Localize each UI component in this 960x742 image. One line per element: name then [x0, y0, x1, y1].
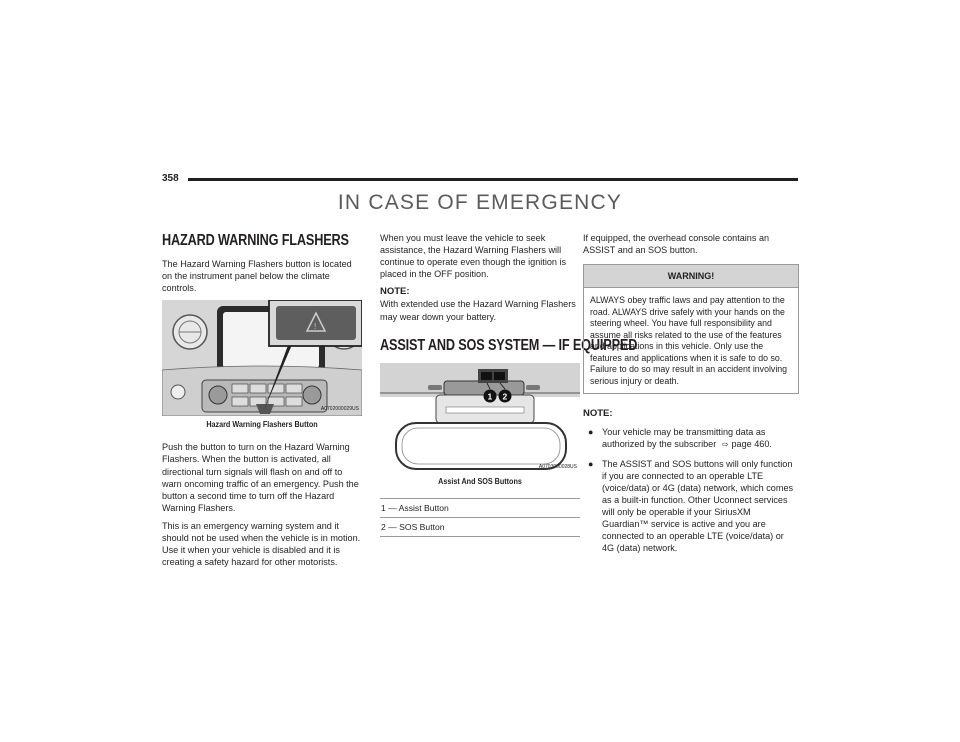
figure-caption: Hazard Warning Flashers Button	[206, 420, 318, 430]
legend-table	[380, 498, 580, 537]
legend-assist: 1 — Assist Button	[380, 498, 580, 517]
note-text: The ASSIST and SOS buttons will only function if you are connected to an operable LTE (voice/data) or 4G (data) network, which comes as a built-in function. Other Uconnect services will only be operable if your SiriusXM Guardian™ service is active and you are connected to an operable LTE (voice/data) or 4G (data) network.	[602, 458, 794, 554]
note-label: NOTE:	[583, 408, 613, 420]
column-warning-notes	[583, 232, 798, 560]
hazard-figure	[162, 300, 362, 416]
callout-2-label: 2	[502, 391, 508, 402]
note-label: NOTE:	[380, 286, 410, 298]
svg-text:!: !	[314, 322, 317, 332]
note-text: Your vehicle may be transmitting data as authorized by the subscriber	[602, 427, 766, 450]
assist-figure	[380, 363, 580, 473]
table-row	[380, 498, 580, 517]
list-item	[583, 426, 798, 451]
bullet-icon: ●	[588, 458, 594, 469]
section-heading-hazard: HAZARD WARNING FLASHERS	[162, 232, 349, 249]
column-assist-sos	[380, 232, 638, 537]
overhead-console-illustration	[380, 363, 580, 473]
header-rule	[188, 178, 798, 181]
battery-note: With extended use the Hazard Warning Flashers may wear down your battery.	[380, 299, 576, 322]
warning-text: ALWAYS obey traffic laws and pay attention to the road. ALWAYS drive safely with your hands on the steering wheel. You have full responsibility and assume all risks related to the use of the features and applications in this vehicle. Only use the features and applications when it is safe to do so. Failure to do so may result in an accident involving serious injury or death.	[590, 295, 788, 386]
warning-box	[583, 264, 799, 394]
chapter-title: IN CASE OF EMERGENCY	[337, 191, 623, 214]
console-paragraph: If equipped, the overhead console contains an ASSIST and an SOS button.	[583, 233, 770, 256]
notes-list	[583, 426, 798, 554]
figure-code: A0703000028US	[538, 463, 577, 470]
hazard-ignition-paragraph: When you must leave the vehicle to seek assistance, the Hazard Warning Flashers will continue to operate even though the ignition is placed in the OFF position.	[380, 233, 567, 280]
column-hazard-flashers	[162, 232, 362, 574]
dashboard-illustration	[162, 300, 362, 416]
legend-sos: 2 — SOS Button	[380, 517, 580, 536]
bullet-icon: ●	[588, 427, 594, 438]
page-number: 358	[162, 173, 179, 184]
figure-code: A0702000029US	[320, 406, 359, 413]
hazard-intro-paragraph: The Hazard Warning Flashers button is located on the instrument panel below the climate controls.	[162, 259, 352, 294]
page-reference-arrow-icon: ⇨	[721, 440, 729, 450]
figure-caption: Assist And SOS Buttons	[438, 476, 522, 486]
section-heading-assist: ASSIST AND SOS SYSTEM — IF EQUIPPED	[380, 336, 638, 354]
list-item	[583, 458, 798, 555]
hazard-usage-paragraph: Push the button to turn on the Hazard Warning Flashers. When the button is activated, all directional turn signals will flash on and off to warn oncoming traffic of an emergency. Push the button a second time to turn off the Hazard Warning Flashers.	[162, 442, 359, 513]
table-row	[380, 517, 580, 536]
warning-title: WARNING!	[584, 265, 798, 288]
hazard-warning-paragraph: This is an emergency warning system and it should not be used when the vehicle is in motion. Use it when your vehicle is disabled and it is creating a safety hazard for other motorists.	[162, 520, 361, 568]
callout-1-label: 1	[487, 391, 493, 402]
page-reference-link[interactable]: page 460.	[731, 439, 772, 450]
